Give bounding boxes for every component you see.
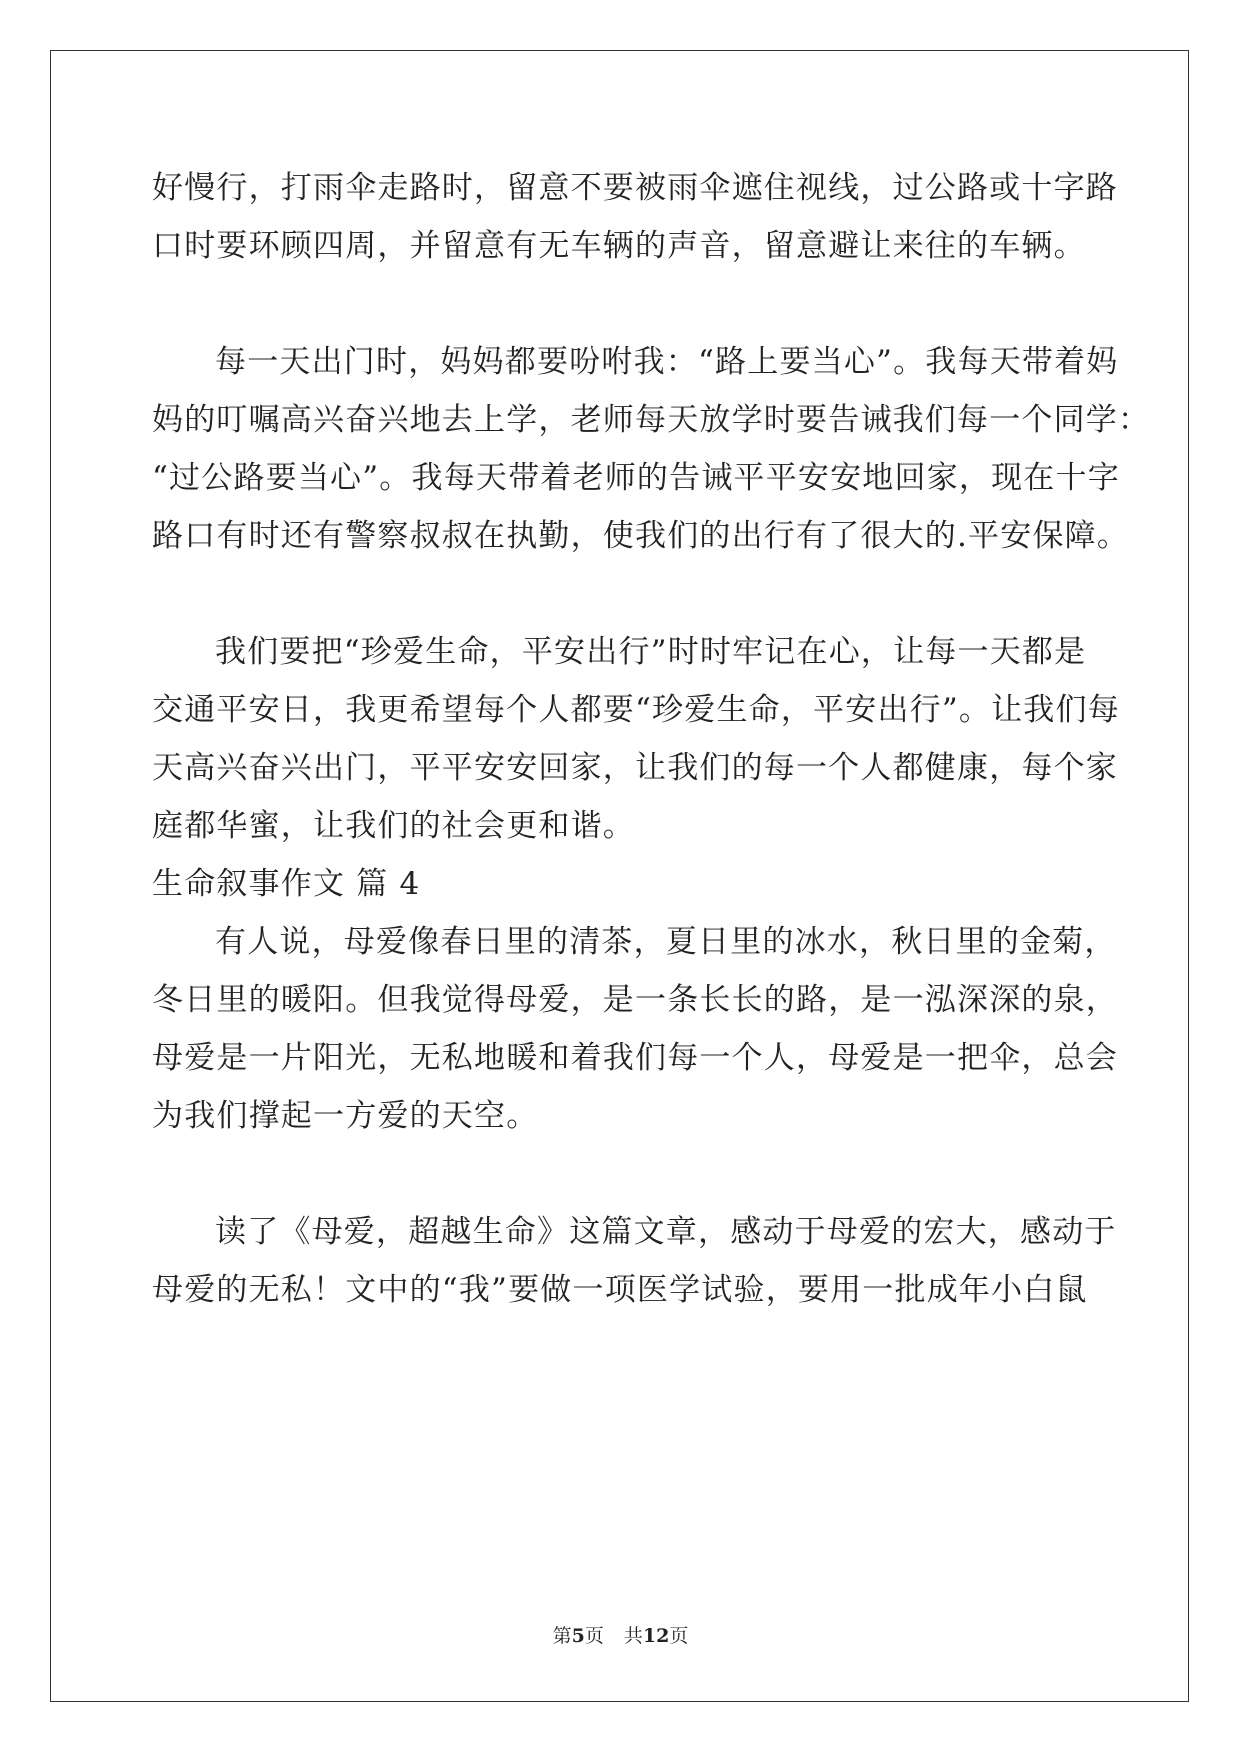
text-line: 天高兴奋兴出门，平平安安回家，让我们的每一个人都健康，每个家: [152, 750, 1118, 786]
page-prefix: 第: [552, 1625, 572, 1647]
text-line: 庭都华蜜，让我们的社会更和谐。: [152, 808, 635, 844]
section-heading: 生命叙事作文 篇 4: [152, 866, 421, 902]
total-suffix: 页: [669, 1625, 689, 1647]
text-line: 母爱的无私！文中的“我”要做一项医学试验，要用一批成年小白鼠: [152, 1272, 1088, 1308]
text-line: 妈的叮嘱高兴奋兴地去上学，老师每天放学时要告诫我们每一个同学：: [152, 402, 1151, 438]
page-footer: [0, 1624, 1241, 1648]
page-suffix: 页: [584, 1625, 604, 1647]
paragraph-start-line: 读了《母爱，超越生命》这篇文章，感动于母爱的宏大，感动于: [215, 1214, 1117, 1250]
paragraph-start-line: 有人说，母爱像春日里的清茶，夏日里的冰水，秋日里的金菊，: [215, 924, 1117, 960]
text-line: 路口有时还有警察叔叔在执勤，使我们的出行有了很大的.平安保障。: [152, 518, 1130, 554]
text-line: 好慢行，打雨伞走路时，留意不要被雨伞遮住视线，过公路或十字路: [152, 170, 1118, 206]
text-line: “过公路要当心”。我每天带着老师的告诫平平安安地回家，现在十字: [152, 460, 1120, 496]
text-line: 冬日里的暖阳。但我觉得母爱，是一条长长的路，是一泓深深的泉，: [152, 982, 1118, 1018]
paragraph-start-line: 每一天出门时，妈妈都要吩咐我：“路上要当心”。我每天带着妈: [215, 344, 1119, 380]
text-line: 交通平安日，我更希望每个人都要“珍爱生命，平安出行”。让我们每: [152, 692, 1120, 728]
paragraph-start-line: 我们要把“珍爱生命，平安出行”时时牢记在心，让每一天都是: [215, 634, 1087, 670]
text-line: 母爱是一片阳光，无私地暖和着我们每一个人，母爱是一把伞，总会: [152, 1040, 1118, 1076]
text-line: 为我们撑起一方爱的天空。: [152, 1098, 539, 1134]
text-line: 口时要环顾四周，并留意有无车辆的声音，留意避让来往的车辆。: [152, 228, 1086, 264]
total-prefix: 共: [623, 1625, 643, 1647]
page-number: 5: [571, 1625, 585, 1647]
total-pages: 12: [642, 1625, 670, 1647]
